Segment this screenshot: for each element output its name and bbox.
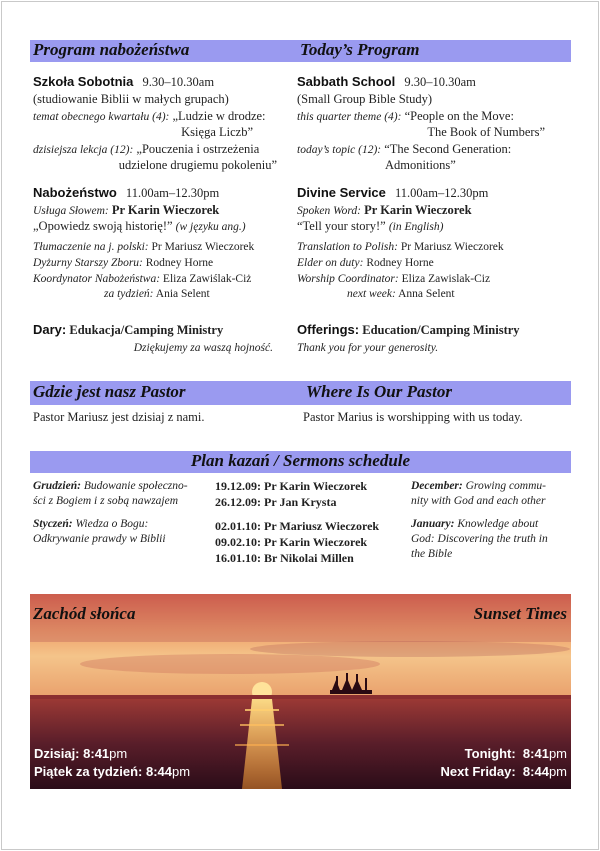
offerings-value-en: Education/Camping Ministry bbox=[362, 323, 520, 337]
lesson-label-en: today’s topic (12): bbox=[297, 144, 382, 156]
next-week-label-pl: za tydzień: bbox=[104, 288, 154, 300]
today-time-en: 8:41 bbox=[522, 746, 549, 761]
january-topic-en-line3: the Bible bbox=[411, 548, 453, 560]
program-header-en: Today’s Program bbox=[300, 40, 420, 59]
elder-value-pl: Rodney Horne bbox=[145, 257, 214, 269]
thanks-en: Thank you for your generosity. bbox=[297, 342, 439, 354]
sermons-topics-en bbox=[411, 479, 571, 562]
word-label-pl: Usługa Słowem: bbox=[33, 205, 109, 217]
pastor-text-en: Pastor Marius is worshipping with us today. bbox=[303, 410, 523, 424]
word-label-en: Spoken Word: bbox=[297, 205, 361, 217]
january-label-pl: Styczeń: bbox=[33, 518, 73, 530]
sunset-times-en bbox=[441, 745, 567, 781]
sabbath-school-title-pl: Szkoła Sobotnia bbox=[33, 74, 134, 89]
translation-label-pl: Tłumaczenie na j. polski: bbox=[33, 241, 149, 253]
translation-label-en: Translation to Polish: bbox=[297, 241, 398, 253]
sabbath-school-time-pl: 9.30–10.30am bbox=[142, 75, 215, 89]
december-topic-en-line2: nity with God and each other bbox=[411, 495, 546, 507]
translation-value-pl: Pr Mariusz Wieczorek bbox=[151, 241, 255, 253]
next-time-pl: 8:44 bbox=[146, 764, 173, 779]
program-column-en bbox=[297, 72, 567, 362]
program-header-band bbox=[30, 40, 571, 62]
january-topic-en-line1: Knowledge about bbox=[457, 518, 539, 530]
pastor-header-pl: Gdzie jest nasz Pastor bbox=[33, 382, 186, 401]
next-time-en: 8:44 bbox=[522, 764, 549, 779]
next-week-value-en: Anna Selent bbox=[398, 288, 455, 300]
sermon-lang-pl: (w języku ang.) bbox=[175, 221, 246, 233]
sermon-title-pl: „Opowiedz swoją historię!” bbox=[33, 219, 173, 233]
sermons-header: Plan kazań / Sermons schedule bbox=[190, 451, 411, 470]
sermon-entry: 02.01.10: Pr Mariusz Wieczorek bbox=[215, 519, 380, 533]
theme-label-pl: temat obecnego kwartału (4): bbox=[33, 111, 170, 123]
sunset-panel bbox=[30, 594, 571, 789]
sermon-entry: 16.01.10: Br Nikolai Millen bbox=[215, 551, 354, 565]
theme-line1-pl: „Ludzie w drodze: bbox=[172, 109, 266, 123]
sermon-entry: 09.02.10: Pr Karin Wieczorek bbox=[215, 535, 368, 549]
program-column-pl bbox=[33, 72, 283, 362]
word-value-pl: Pr Karin Wieczorek bbox=[111, 203, 220, 217]
january-topic-en-line2: God: Discovering the truth in bbox=[411, 533, 548, 545]
next-label-pl: Piątek za tydzień: bbox=[34, 764, 143, 779]
today-pm-pl: pm bbox=[109, 746, 128, 761]
sunset-title-en: Sunset Times bbox=[473, 604, 567, 623]
sunset-times-pl bbox=[34, 745, 190, 781]
sabbath-school-sub-en: (Small Group Bible Study) bbox=[297, 92, 433, 106]
theme-line1-en: “People on the Move: bbox=[404, 109, 514, 123]
elder-label-en: Elder on duty: bbox=[297, 257, 364, 269]
elder-value-en: Rodney Horne bbox=[366, 257, 434, 269]
today-label-pl: Dzisiaj: bbox=[34, 746, 80, 761]
next-week-value-pl: Ania Selent bbox=[155, 288, 210, 300]
sermon-lang-en: (in English) bbox=[388, 221, 444, 233]
lesson-label-pl: dzisiejsza lekcja (12): bbox=[33, 144, 134, 156]
theme-line2-pl: Księga Liczb” bbox=[181, 125, 253, 139]
coordinator-value-pl: Eliza Zawiślak-Ciż bbox=[162, 273, 252, 285]
offerings-title-en: Offerings: bbox=[297, 322, 360, 337]
today-pm-en: pm bbox=[548, 746, 567, 761]
lesson-line2-pl: udzielone drugiemu pokoleniu” bbox=[118, 158, 277, 172]
pastor-text-pl: Pastor Mariusz jest dzisiaj z nami. bbox=[33, 410, 205, 424]
sermon-entry: 26.12.09: Pr Jan Krysta bbox=[215, 495, 337, 509]
offerings-value-pl: Edukacja/Camping Ministry bbox=[69, 323, 224, 337]
sermon-entry: 19.12.09: Pr Karin Wieczorek bbox=[215, 479, 368, 493]
december-topic-pl-line2: ści z Bogiem i z sobą nawzajem bbox=[33, 495, 179, 507]
today-time-pl: 8:41 bbox=[83, 746, 110, 761]
translation-value-en: Pr Mariusz Wieczorek bbox=[400, 241, 504, 253]
coordinator-value-en: Eliza Zawislak-Ciz bbox=[401, 273, 491, 285]
sermons-topics-pl bbox=[33, 479, 213, 547]
next-pm-en: pm bbox=[548, 764, 567, 779]
december-topic-en-line1: Growing commu- bbox=[465, 480, 546, 492]
word-value-en: Pr Karin Wieczorek bbox=[364, 203, 472, 217]
january-topic-pl-line2: Odkrywanie prawdy w Biblii bbox=[33, 533, 166, 545]
lesson-line2-en: Admonitions” bbox=[385, 158, 456, 172]
sermon-title-en: “Tell your story!” bbox=[297, 219, 386, 233]
sermons-header-band bbox=[30, 451, 571, 473]
january-label-en: January: bbox=[411, 518, 455, 530]
coordinator-label-en: Worship Coordinator: bbox=[297, 273, 399, 285]
next-label-en: Next Friday: bbox=[440, 764, 516, 779]
offerings-title-pl: Dary: bbox=[33, 322, 67, 337]
divine-service-time-en: 11.00am–12.30pm bbox=[395, 186, 489, 200]
divine-service-title-en: Divine Service bbox=[297, 185, 386, 200]
program-header-pl: Program nabożeństwa bbox=[33, 40, 190, 59]
december-topic-pl-line1: Budowanie społeczno- bbox=[83, 480, 188, 492]
january-topic-pl-line1: Wiedza o Bogu: bbox=[75, 518, 149, 530]
sermons-dates bbox=[215, 479, 410, 567]
sabbath-school-sub-pl: (studiowanie Biblii w małych grupach) bbox=[33, 92, 229, 106]
sunset-title-pl: Zachód słońca bbox=[33, 604, 136, 623]
elder-label-pl: Dyżurny Starszy Zboru: bbox=[33, 257, 143, 269]
lesson-line1-pl: „Pouczenia i ostrzeżenia bbox=[136, 142, 260, 156]
lesson-line1-en: “The Second Generation: bbox=[384, 142, 512, 156]
sabbath-school-time-en: 9.30–10.30am bbox=[404, 75, 476, 89]
theme-label-en: this quarter theme (4): bbox=[297, 111, 402, 123]
pastor-header-band bbox=[30, 381, 571, 405]
coordinator-label-pl: Koordynator Nabożeństwa: bbox=[33, 273, 161, 285]
next-pm-pl: pm bbox=[172, 764, 191, 779]
pastor-header-en: Where Is Our Pastor bbox=[306, 382, 452, 401]
today-label-en: Tonight: bbox=[464, 746, 516, 761]
next-week-label-en: next week: bbox=[347, 288, 396, 300]
thanks-pl: Dziękujemy za waszą hojność. bbox=[133, 342, 273, 354]
sabbath-school-title-en: Sabbath School bbox=[297, 74, 396, 89]
december-label-pl: Grudzień: bbox=[33, 480, 81, 492]
theme-line2-en: The Book of Numbers” bbox=[427, 125, 545, 139]
divine-service-time-pl: 11.00am–12.30pm bbox=[125, 186, 220, 200]
divine-service-title-pl: Nabożeństwo bbox=[33, 185, 117, 200]
december-label-en: December: bbox=[411, 480, 463, 492]
